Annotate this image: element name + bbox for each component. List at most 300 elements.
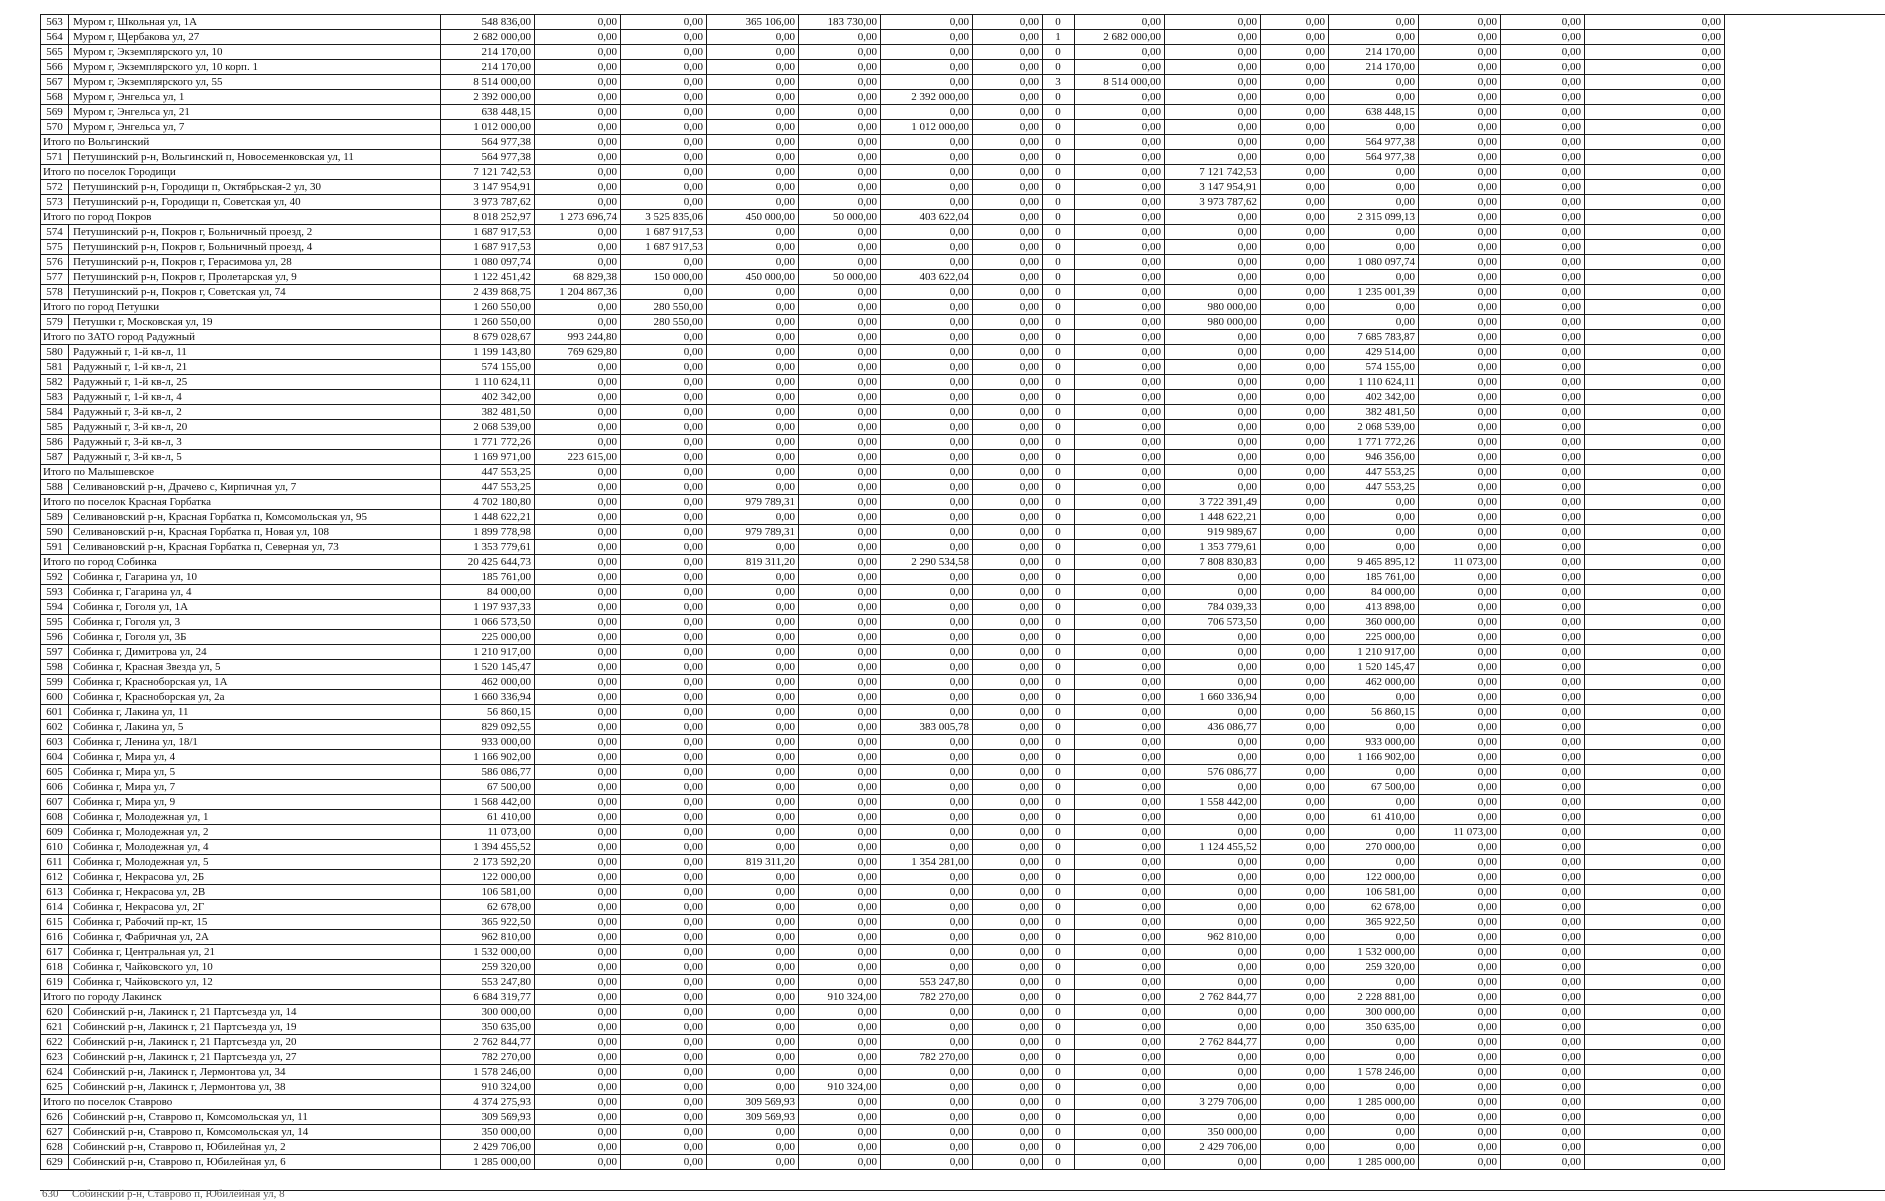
amount-cell: 0,00 xyxy=(1329,270,1419,285)
amount-cell: 0,00 xyxy=(1075,795,1165,810)
address-cell: Муром г, Щербакова ул, 27 xyxy=(69,30,441,45)
amount-cell: 0,00 xyxy=(1419,405,1501,420)
amount-cell: 0,00 xyxy=(881,480,973,495)
amount-cell: 0,00 xyxy=(973,315,1043,330)
amount-cell: 1 771 772,26 xyxy=(1329,435,1419,450)
amount-cell: 0,00 xyxy=(1075,315,1165,330)
amount-cell: 0,00 xyxy=(621,1050,707,1065)
amount-cell: 0,00 xyxy=(1261,285,1329,300)
amount-cell: 1 235 001,39 xyxy=(1329,285,1419,300)
amount-cell: 0,00 xyxy=(881,525,973,540)
amount-cell: 0,00 xyxy=(1419,750,1501,765)
amount-cell: 0 xyxy=(1043,1020,1075,1035)
table-row xyxy=(41,270,1725,285)
address-cell: Петушинский р-н, Покров г, Герасимова ул, 28 xyxy=(69,255,441,270)
amount-cell: 0,00 xyxy=(1585,405,1725,420)
amount-cell: 946 356,00 xyxy=(1329,450,1419,465)
amount-cell: 0,00 xyxy=(1261,315,1329,330)
amount-cell: 0 xyxy=(1043,720,1075,735)
amount-cell: 0,00 xyxy=(1585,345,1725,360)
amount-cell: 0 xyxy=(1043,825,1075,840)
amount-cell: 0 xyxy=(1043,480,1075,495)
amount-cell: 0,00 xyxy=(881,285,973,300)
amount-cell: 0,00 xyxy=(799,840,881,855)
amount-cell: 0,00 xyxy=(621,735,707,750)
amount-cell: 0,00 xyxy=(1261,45,1329,60)
amount-cell: 0,00 xyxy=(621,1110,707,1125)
amount-cell: 0,00 xyxy=(1075,420,1165,435)
amount-cell: 0,00 xyxy=(1075,690,1165,705)
table-row xyxy=(41,1020,1725,1035)
amount-cell: 0,00 xyxy=(1585,930,1725,945)
amount-cell: 0,00 xyxy=(799,1140,881,1155)
amount-cell: 0,00 xyxy=(1419,75,1501,90)
amount-cell: 0,00 xyxy=(1329,195,1419,210)
amount-cell: 0,00 xyxy=(973,1050,1043,1065)
amount-cell: 0 xyxy=(1043,450,1075,465)
amount-cell: 0,00 xyxy=(1329,165,1419,180)
amount-cell: 0,00 xyxy=(1419,675,1501,690)
amount-cell: 0,00 xyxy=(1261,720,1329,735)
table-row xyxy=(41,1065,1725,1080)
amount-cell: 0,00 xyxy=(1075,390,1165,405)
amount-cell: 0,00 xyxy=(1501,1035,1585,1050)
amount-cell: 0,00 xyxy=(621,510,707,525)
row-number: 621 xyxy=(41,1020,69,1035)
amount-cell: 300 000,00 xyxy=(441,1005,535,1020)
amount-cell: 0,00 xyxy=(799,90,881,105)
table-row xyxy=(41,480,1725,495)
amount-cell: 1 353 779,61 xyxy=(441,540,535,555)
amount-cell: 0 xyxy=(1043,870,1075,885)
amount-cell: 0,00 xyxy=(1075,375,1165,390)
amount-cell: 910 324,00 xyxy=(441,1080,535,1095)
amount-cell: 0,00 xyxy=(621,45,707,60)
address-cell: Собинка г, Молодежная ул, 1 xyxy=(69,810,441,825)
amount-cell: 0,00 xyxy=(535,1125,621,1140)
amount-cell: 0,00 xyxy=(535,30,621,45)
amount-cell: 1 169 971,00 xyxy=(441,450,535,465)
amount-cell: 0,00 xyxy=(1261,645,1329,660)
row-number: 588 xyxy=(41,480,69,495)
amount-cell: 962 810,00 xyxy=(441,930,535,945)
amount-cell: 0,00 xyxy=(707,420,799,435)
amount-cell: 0,00 xyxy=(1165,660,1261,675)
amount-cell: 0,00 xyxy=(707,585,799,600)
amount-cell: 0,00 xyxy=(973,1020,1043,1035)
amount-cell: 8 679 028,67 xyxy=(441,330,535,345)
amount-cell: 0,00 xyxy=(973,900,1043,915)
amount-cell: 0,00 xyxy=(707,960,799,975)
amount-cell: 0 xyxy=(1043,360,1075,375)
amount-cell: 0,00 xyxy=(973,45,1043,60)
amount-cell: 0,00 xyxy=(1585,750,1725,765)
amount-cell: 0,00 xyxy=(973,1125,1043,1140)
amount-cell: 0,00 xyxy=(621,150,707,165)
amount-cell: 0,00 xyxy=(707,285,799,300)
table-row xyxy=(41,1140,1725,1155)
amount-cell: 0,00 xyxy=(1261,1110,1329,1125)
amount-cell: 0,00 xyxy=(535,195,621,210)
amount-cell: 0,00 xyxy=(1075,1155,1165,1170)
amount-cell: 0,00 xyxy=(1501,15,1585,30)
amount-cell: 1 204 867,36 xyxy=(535,285,621,300)
amount-cell: 0,00 xyxy=(707,810,799,825)
amount-cell: 910 324,00 xyxy=(799,990,881,1005)
amount-cell: 0,00 xyxy=(707,1125,799,1140)
amount-cell: 0,00 xyxy=(1585,615,1725,630)
amount-cell: 0,00 xyxy=(1261,540,1329,555)
row-number: 610 xyxy=(41,840,69,855)
address-cell: Собинка г, Чайковского ул, 10 xyxy=(69,960,441,975)
amount-cell: 0,00 xyxy=(535,150,621,165)
amount-cell: 0,00 xyxy=(621,660,707,675)
amount-cell: 0,00 xyxy=(799,765,881,780)
amount-cell: 0,00 xyxy=(881,45,973,60)
amount-cell: 0,00 xyxy=(1501,75,1585,90)
amount-cell: 0,00 xyxy=(1261,150,1329,165)
address-cell: Собинка г, Гоголя ул, 3 xyxy=(69,615,441,630)
amount-cell: 0,00 xyxy=(1261,780,1329,795)
table-row xyxy=(41,15,1725,30)
amount-cell: 0 xyxy=(1043,1155,1075,1170)
amount-cell: 0,00 xyxy=(1419,1110,1501,1125)
amount-cell: 0,00 xyxy=(707,645,799,660)
amount-cell: 0 xyxy=(1043,795,1075,810)
amount-cell: 0,00 xyxy=(1261,345,1329,360)
amount-cell: 0,00 xyxy=(1261,405,1329,420)
amount-cell: 0,00 xyxy=(1419,330,1501,345)
amount-cell: 0,00 xyxy=(1075,855,1165,870)
amount-cell: 0 xyxy=(1043,1110,1075,1125)
amount-cell: 0 xyxy=(1043,1125,1075,1140)
amount-cell: 0,00 xyxy=(1501,840,1585,855)
subtotal-row xyxy=(41,165,1725,180)
amount-cell: 0,00 xyxy=(1585,1080,1725,1095)
amount-cell: 2 392 000,00 xyxy=(881,90,973,105)
amount-cell: 0,00 xyxy=(621,885,707,900)
amount-cell: 0,00 xyxy=(707,570,799,585)
amount-cell: 0,00 xyxy=(707,720,799,735)
amount-cell: 586 086,77 xyxy=(441,765,535,780)
amount-cell: 0,00 xyxy=(1261,960,1329,975)
amount-cell: 0,00 xyxy=(1075,45,1165,60)
amount-cell: 0,00 xyxy=(1585,300,1725,315)
amount-cell: 0,00 xyxy=(621,750,707,765)
address-cell: Муром г, Школьная ул, 1А xyxy=(69,15,441,30)
amount-cell: 0 xyxy=(1043,105,1075,120)
amount-cell: 0,00 xyxy=(1585,735,1725,750)
table-row xyxy=(41,825,1725,840)
amount-cell: 0,00 xyxy=(1419,855,1501,870)
amount-cell: 0,00 xyxy=(1261,420,1329,435)
amount-cell: 0,00 xyxy=(1165,585,1261,600)
amount-cell: 0 xyxy=(1043,690,1075,705)
amount-cell: 0 xyxy=(1043,555,1075,570)
amount-cell: 1 448 622,21 xyxy=(1165,510,1261,525)
amount-cell: 1 354 281,00 xyxy=(881,855,973,870)
amount-cell: 0,00 xyxy=(707,945,799,960)
amount-cell: 0,00 xyxy=(973,405,1043,420)
amount-cell: 403 622,04 xyxy=(881,210,973,225)
amount-cell: 0,00 xyxy=(799,825,881,840)
address-cell: Селивановский р-н, Красная Горбатка п, Комсомольская ул, 95 xyxy=(69,510,441,525)
amount-cell: 0,00 xyxy=(1329,795,1419,810)
amount-cell: 0,00 xyxy=(1329,225,1419,240)
address-cell: Собинский р-н, Лакинск г, 21 Партсъезда ул, 19 xyxy=(69,1020,441,1035)
table-row xyxy=(41,810,1725,825)
amount-cell: 0,00 xyxy=(881,390,973,405)
address-cell: Собинка г, Мира ул, 7 xyxy=(69,780,441,795)
amount-cell: 0,00 xyxy=(707,330,799,345)
amount-cell: 0,00 xyxy=(1419,915,1501,930)
amount-cell: 0,00 xyxy=(799,720,881,735)
row-number: 625 xyxy=(41,1080,69,1095)
amount-cell: 0 xyxy=(1043,225,1075,240)
amount-cell: 0,00 xyxy=(799,180,881,195)
amount-cell: 0,00 xyxy=(881,1005,973,1020)
amount-cell: 0,00 xyxy=(973,915,1043,930)
amount-cell: 0,00 xyxy=(621,555,707,570)
amount-cell: 0,00 xyxy=(799,1020,881,1035)
amount-cell: 413 898,00 xyxy=(1329,600,1419,615)
amount-cell: 0,00 xyxy=(881,870,973,885)
amount-cell: 0,00 xyxy=(881,195,973,210)
amount-cell: 0,00 xyxy=(1329,1035,1419,1050)
amount-cell: 0,00 xyxy=(799,120,881,135)
row-number: 608 xyxy=(41,810,69,825)
amount-cell: 0,00 xyxy=(707,225,799,240)
amount-cell: 0,00 xyxy=(973,285,1043,300)
subtotal-row xyxy=(41,135,1725,150)
amount-cell: 0,00 xyxy=(799,690,881,705)
amount-cell: 0,00 xyxy=(799,555,881,570)
amount-cell: 0,00 xyxy=(881,405,973,420)
amount-cell: 0,00 xyxy=(621,1155,707,1170)
amount-cell: 122 000,00 xyxy=(1329,870,1419,885)
amount-cell: 0,00 xyxy=(881,30,973,45)
amount-cell: 0,00 xyxy=(881,780,973,795)
amount-cell: 0,00 xyxy=(1075,900,1165,915)
amount-cell: 0,00 xyxy=(707,300,799,315)
amount-cell: 11 073,00 xyxy=(1419,825,1501,840)
row-number: 606 xyxy=(41,780,69,795)
amount-cell: 0,00 xyxy=(1075,990,1165,1005)
amount-cell: 0,00 xyxy=(707,375,799,390)
amount-cell: 309 569,93 xyxy=(441,1110,535,1125)
table-row xyxy=(41,45,1725,60)
amount-cell: 1 110 624,11 xyxy=(1329,375,1419,390)
amount-cell: 0,00 xyxy=(1075,1005,1165,1020)
amount-cell: 0,00 xyxy=(1165,105,1261,120)
amount-cell: 185 761,00 xyxy=(441,570,535,585)
amount-cell: 0,00 xyxy=(1419,1080,1501,1095)
table-row xyxy=(41,765,1725,780)
amount-cell: 0,00 xyxy=(1075,660,1165,675)
table-row xyxy=(41,540,1725,555)
amount-cell: 0,00 xyxy=(881,1155,973,1170)
amount-cell: 0,00 xyxy=(1501,705,1585,720)
amount-cell: 784 039,33 xyxy=(1165,600,1261,615)
row-number: 598 xyxy=(41,660,69,675)
row-number: 573 xyxy=(41,195,69,210)
amount-cell: 0,00 xyxy=(1501,270,1585,285)
amount-cell: 0,00 xyxy=(1585,495,1725,510)
amount-cell: 0,00 xyxy=(1261,195,1329,210)
amount-cell: 0 xyxy=(1043,675,1075,690)
amount-cell: 0,00 xyxy=(1585,330,1725,345)
amount-cell: 214 170,00 xyxy=(1329,45,1419,60)
amount-cell: 0,00 xyxy=(1501,675,1585,690)
amount-cell: 0,00 xyxy=(1419,975,1501,990)
table-row xyxy=(41,900,1725,915)
amount-cell: 782 270,00 xyxy=(441,1050,535,1065)
amount-cell: 0,00 xyxy=(707,90,799,105)
amount-cell: 0,00 xyxy=(1585,465,1725,480)
amount-cell: 1 660 336,94 xyxy=(1165,690,1261,705)
amount-cell: 0,00 xyxy=(1585,885,1725,900)
amount-cell: 382 481,50 xyxy=(441,405,535,420)
amount-cell: 2 290 534,58 xyxy=(881,555,973,570)
amount-cell: 0,00 xyxy=(1261,75,1329,90)
amount-cell: 0 xyxy=(1043,375,1075,390)
amount-cell: 0,00 xyxy=(973,630,1043,645)
amount-cell: 403 622,04 xyxy=(881,270,973,285)
amount-cell: 429 514,00 xyxy=(1329,345,1419,360)
amount-cell: 0,00 xyxy=(1261,675,1329,690)
amount-cell: 0,00 xyxy=(1261,225,1329,240)
amount-cell: 1 520 145,47 xyxy=(1329,660,1419,675)
amount-cell: 0,00 xyxy=(1419,1050,1501,1065)
amount-cell: 0,00 xyxy=(799,315,881,330)
amount-cell: 0,00 xyxy=(799,705,881,720)
amount-cell: 0,00 xyxy=(1501,1050,1585,1065)
amount-cell: 980 000,00 xyxy=(1165,315,1261,330)
amount-cell: 0,00 xyxy=(1419,150,1501,165)
amount-cell: 0,00 xyxy=(707,405,799,420)
amount-cell: 0,00 xyxy=(1419,690,1501,705)
amount-cell: 0,00 xyxy=(1501,600,1585,615)
subtotal-row xyxy=(41,465,1725,480)
amount-cell: 0,00 xyxy=(1261,525,1329,540)
amount-cell: 4 702 180,80 xyxy=(441,495,535,510)
amount-cell: 0,00 xyxy=(535,390,621,405)
amount-cell: 0,00 xyxy=(1419,660,1501,675)
amount-cell: 0,00 xyxy=(1075,570,1165,585)
amount-cell: 0,00 xyxy=(1501,900,1585,915)
amount-cell: 0,00 xyxy=(1165,270,1261,285)
amount-cell: 0,00 xyxy=(1419,885,1501,900)
amount-cell: 0,00 xyxy=(1165,630,1261,645)
amount-cell: 0 xyxy=(1043,345,1075,360)
amount-cell: 0,00 xyxy=(881,735,973,750)
address-cell: Муром г, Экземплярского ул, 10 корп. 1 xyxy=(69,60,441,75)
amount-cell: 0,00 xyxy=(707,765,799,780)
row-number: 583 xyxy=(41,390,69,405)
amount-cell: 0,00 xyxy=(973,840,1043,855)
amount-cell: 0,00 xyxy=(1585,600,1725,615)
amount-cell: 350 635,00 xyxy=(1329,1020,1419,1035)
amount-cell: 0,00 xyxy=(973,105,1043,120)
amount-cell: 0,00 xyxy=(707,780,799,795)
amount-cell: 0,00 xyxy=(1585,855,1725,870)
amount-cell: 0,00 xyxy=(707,30,799,45)
amount-cell: 0,00 xyxy=(707,75,799,90)
amount-cell: 0 xyxy=(1043,285,1075,300)
amount-cell: 0,00 xyxy=(1419,960,1501,975)
amount-cell: 0,00 xyxy=(707,825,799,840)
address-cell: Собинский р-н, Лакинск г, Лермонтова ул, 38 xyxy=(69,1080,441,1095)
amount-cell: 0 xyxy=(1043,1035,1075,1050)
amount-cell: 1 687 917,53 xyxy=(621,225,707,240)
amount-cell: 259 320,00 xyxy=(1329,960,1419,975)
amount-cell: 0,00 xyxy=(1585,900,1725,915)
amount-cell: 0 xyxy=(1043,240,1075,255)
amount-cell: 3 279 706,00 xyxy=(1165,1095,1261,1110)
amount-cell: 0,00 xyxy=(973,810,1043,825)
address-cell: Собинка г, Некрасова ул, 2Г xyxy=(69,900,441,915)
amount-cell: 0,00 xyxy=(1165,435,1261,450)
row-number: 626 xyxy=(41,1110,69,1125)
amount-cell: 0,00 xyxy=(973,720,1043,735)
amount-cell: 0,00 xyxy=(973,765,1043,780)
amount-cell: 50 000,00 xyxy=(799,210,881,225)
amount-cell: 0,00 xyxy=(621,765,707,780)
amount-cell: 106 581,00 xyxy=(441,885,535,900)
amount-cell: 0,00 xyxy=(799,525,881,540)
amount-cell: 0,00 xyxy=(1329,930,1419,945)
table-row xyxy=(41,420,1725,435)
amount-cell: 0,00 xyxy=(1165,375,1261,390)
amount-cell: 0,00 xyxy=(973,30,1043,45)
amount-cell: 0,00 xyxy=(535,630,621,645)
amount-cell: 0,00 xyxy=(973,150,1043,165)
subtotal-label: Итого по поселок Городищи xyxy=(41,165,441,180)
amount-cell: 0,00 xyxy=(973,1095,1043,1110)
amount-cell: 0,00 xyxy=(881,945,973,960)
amount-cell: 0,00 xyxy=(1165,1005,1261,1020)
row-number: 603 xyxy=(41,735,69,750)
address-cell: Собинский р-н, Лакинск г, Лермонтова ул, 34 xyxy=(69,1065,441,1080)
amount-cell: 0,00 xyxy=(1585,870,1725,885)
amount-cell: 0,00 xyxy=(707,750,799,765)
amount-cell: 0,00 xyxy=(1585,630,1725,645)
amount-cell: 0,00 xyxy=(1075,15,1165,30)
amount-cell: 0,00 xyxy=(799,1095,881,1110)
amount-cell: 0,00 xyxy=(1419,360,1501,375)
amount-cell: 0,00 xyxy=(799,150,881,165)
amount-cell: 383 005,78 xyxy=(881,720,973,735)
amount-cell: 0,00 xyxy=(799,1110,881,1125)
amount-cell: 0,00 xyxy=(799,225,881,240)
table-row xyxy=(41,870,1725,885)
amount-cell: 0,00 xyxy=(973,15,1043,30)
amount-cell: 0 xyxy=(1043,750,1075,765)
amount-cell: 0,00 xyxy=(535,225,621,240)
amount-cell: 0,00 xyxy=(1585,1125,1725,1140)
amount-cell: 106 581,00 xyxy=(1329,885,1419,900)
amount-cell: 0,00 xyxy=(1261,930,1329,945)
amount-cell: 0,00 xyxy=(1261,900,1329,915)
amount-cell: 0,00 xyxy=(881,795,973,810)
amount-cell: 0,00 xyxy=(1261,1140,1329,1155)
amount-cell: 0,00 xyxy=(881,315,973,330)
amount-cell: 564 977,38 xyxy=(1329,150,1419,165)
amount-cell: 0,00 xyxy=(1261,255,1329,270)
amount-cell: 0,00 xyxy=(1165,450,1261,465)
amount-cell: 2 173 592,20 xyxy=(441,855,535,870)
amount-cell: 0 xyxy=(1043,495,1075,510)
